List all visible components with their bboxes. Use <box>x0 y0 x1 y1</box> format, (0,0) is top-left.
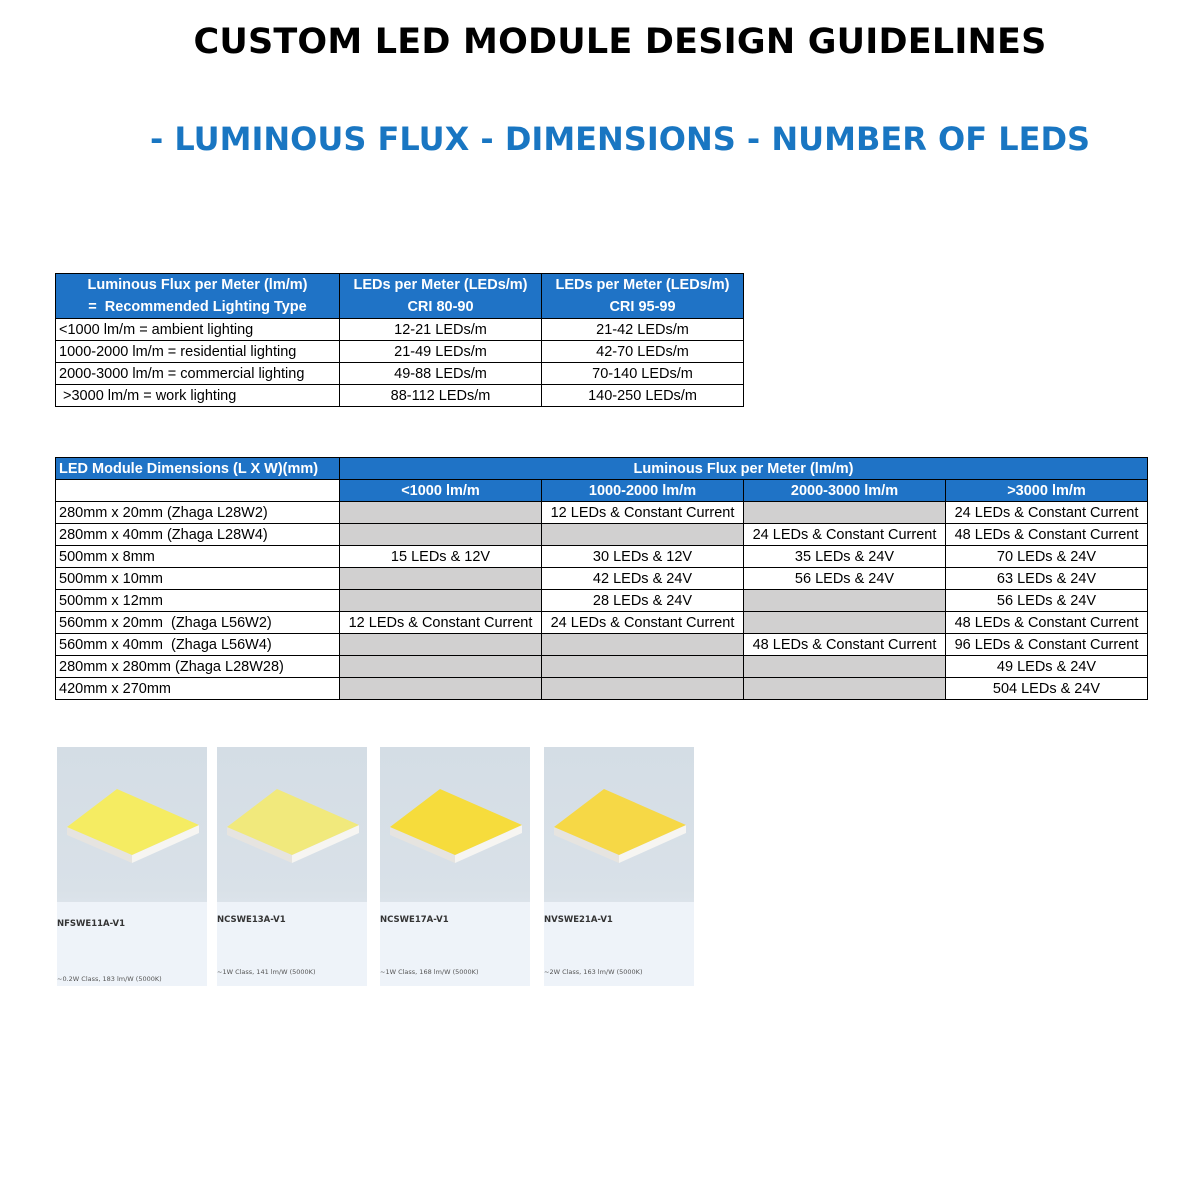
led-config-cell: 56 LEDs & 24V <box>946 590 1148 612</box>
flux-column-header: <1000 lm/m <box>340 480 542 502</box>
leds-per-meter-cell: 140-250 LEDs/m <box>542 385 744 407</box>
led-chip-image <box>544 747 694 877</box>
led-config-cell: 56 LEDs & 24V <box>744 568 946 590</box>
empty-cell <box>744 656 946 678</box>
led-config-cell: 35 LEDs & 24V <box>744 546 946 568</box>
product-name: NFSWE11A-V1 <box>57 919 126 929</box>
led-config-cell: 30 LEDs & 12V <box>542 546 744 568</box>
table-row <box>56 678 1148 700</box>
table-row <box>56 546 1148 568</box>
lighting-type-cell: >3000 lm/m = work lighting <box>56 385 340 407</box>
module-dimension-cell: 420mm x 270mm <box>56 678 340 700</box>
table-row <box>56 341 744 363</box>
product-description: ~1W Class, 141 lm/W (5000K) <box>217 968 316 976</box>
empty-cell <box>340 502 542 524</box>
flux-column-header: 2000-3000 lm/m <box>744 480 946 502</box>
empty-cell <box>340 568 542 590</box>
lighting-type-table <box>55 273 744 407</box>
product-card <box>217 747 367 986</box>
table-row <box>56 568 1148 590</box>
led-chip-image <box>57 747 207 877</box>
lighting-type-cell: 1000-2000 lm/m = residential lighting <box>56 341 340 363</box>
table-header-row <box>56 480 1148 502</box>
chip-top-surface <box>390 789 522 855</box>
module-dimension-cell: 500mm x 8mm <box>56 546 340 568</box>
table-row <box>56 656 1148 678</box>
table-row <box>56 590 1148 612</box>
product-description: ~1W Class, 168 lm/W (5000K) <box>380 968 479 976</box>
header-line: LEDs per Meter (LEDs/m) <box>353 277 528 293</box>
header-line: Luminous Flux per Meter (lm/m) <box>87 277 308 293</box>
led-config-cell: 24 LEDs & Constant Current <box>542 612 744 634</box>
led-config-cell: 48 LEDs & Constant Current <box>946 524 1148 546</box>
empty-cell <box>542 678 744 700</box>
led-config-cell: 12 LEDs & Constant Current <box>542 502 744 524</box>
empty-cell <box>340 590 542 612</box>
table-header-cell <box>542 274 744 319</box>
page-subtitle: - LUMINOUS FLUX - DIMENSIONS - NUMBER OF LEDS <box>149 120 1091 158</box>
chip-top-surface <box>554 789 686 855</box>
leds-per-meter-cell: 70-140 LEDs/m <box>542 363 744 385</box>
table-row <box>56 502 1148 524</box>
table-header-cell <box>56 274 340 319</box>
module-dimension-cell: 280mm x 20mm (Zhaga L28W2) <box>56 502 340 524</box>
blank-header-cell <box>56 480 340 502</box>
product-name: NCSWE17A-V1 <box>380 915 449 925</box>
module-dimension-cell: 280mm x 40mm (Zhaga L28W4) <box>56 524 340 546</box>
module-dimension-cell: 500mm x 12mm <box>56 590 340 612</box>
empty-cell <box>340 634 542 656</box>
led-config-cell: 24 LEDs & Constant Current <box>744 524 946 546</box>
leds-per-meter-cell: 21-49 LEDs/m <box>340 341 542 363</box>
lighting-type-cell: 2000-3000 lm/m = commercial lighting <box>56 363 340 385</box>
table-row <box>56 612 1148 634</box>
table-header-cell <box>340 274 542 319</box>
empty-cell <box>340 678 542 700</box>
table-header-row <box>56 458 1148 480</box>
product-card <box>57 747 207 986</box>
product-name: NVSWE21A-V1 <box>544 915 613 925</box>
dimensions-header: LED Module Dimensions (L X W)(mm) <box>56 458 340 480</box>
led-config-cell: 48 LEDs & Constant Current <box>744 634 946 656</box>
product-card <box>380 747 530 986</box>
led-config-cell: 504 LEDs & 24V <box>946 678 1148 700</box>
empty-cell <box>744 612 946 634</box>
leds-per-meter-cell: 12-21 LEDs/m <box>340 319 542 341</box>
leds-per-meter-cell: 88-112 LEDs/m <box>340 385 542 407</box>
flux-column-header: >3000 lm/m <box>946 480 1148 502</box>
leds-per-meter-cell: 49-88 LEDs/m <box>340 363 542 385</box>
table-header-row <box>56 274 744 319</box>
empty-cell <box>744 590 946 612</box>
table-row <box>56 385 744 407</box>
empty-cell <box>340 656 542 678</box>
led-config-cell: 70 LEDs & 24V <box>946 546 1148 568</box>
led-config-cell: 15 LEDs & 12V <box>340 546 542 568</box>
chip-top-surface <box>227 789 359 855</box>
led-config-cell: 28 LEDs & 24V <box>542 590 744 612</box>
product-description: ~0.2W Class, 183 lm/W (5000K) <box>57 975 162 983</box>
module-dimension-cell: 280mm x 280mm (Zhaga L28W28) <box>56 656 340 678</box>
led-chip-image <box>217 747 367 877</box>
header-line: = Recommended Lighting Type <box>88 299 307 315</box>
led-config-cell: 24 LEDs & Constant Current <box>946 502 1148 524</box>
table-row <box>56 363 744 385</box>
empty-cell <box>744 678 946 700</box>
led-config-cell: 96 LEDs & Constant Current <box>946 634 1148 656</box>
empty-cell <box>542 524 744 546</box>
lighting-type-cell: <1000 lm/m = ambient lighting <box>56 319 340 341</box>
module-dimension-cell: 560mm x 40mm (Zhaga L56W4) <box>56 634 340 656</box>
card-caption-area <box>57 902 207 986</box>
leds-per-meter-cell: 42-70 LEDs/m <box>542 341 744 363</box>
flux-column-header: 1000-2000 lm/m <box>542 480 744 502</box>
product-description: ~2W Class, 163 lm/W (5000K) <box>544 968 643 976</box>
table-row <box>56 634 1148 656</box>
empty-cell <box>744 502 946 524</box>
header-line: LEDs per Meter (LEDs/m) <box>555 277 730 293</box>
module-dimension-cell: 500mm x 10mm <box>56 568 340 590</box>
led-config-cell: 49 LEDs & 24V <box>946 656 1148 678</box>
table-row <box>56 524 1148 546</box>
page-title: CUSTOM LED MODULE DESIGN GUIDELINES <box>193 22 1047 62</box>
header-line: CRI 80-90 <box>407 299 474 315</box>
led-config-cell: 12 LEDs & Constant Current <box>340 612 542 634</box>
leds-per-meter-cell: 21-42 LEDs/m <box>542 319 744 341</box>
product-card <box>544 747 694 986</box>
empty-cell <box>542 656 744 678</box>
led-config-cell: 42 LEDs & 24V <box>542 568 744 590</box>
empty-cell <box>340 524 542 546</box>
led-chip-image <box>380 747 530 877</box>
module-dimensions-table <box>55 457 1148 700</box>
header-line: CRI 95-99 <box>609 299 676 315</box>
flux-header: Luminous Flux per Meter (lm/m) <box>340 458 1148 480</box>
table-row <box>56 319 744 341</box>
led-config-cell: 63 LEDs & 24V <box>946 568 1148 590</box>
empty-cell <box>542 634 744 656</box>
module-dimension-cell: 560mm x 20mm (Zhaga L56W2) <box>56 612 340 634</box>
chip-top-surface <box>67 789 199 855</box>
product-name: NCSWE13A-V1 <box>217 915 286 925</box>
led-config-cell: 48 LEDs & Constant Current <box>946 612 1148 634</box>
